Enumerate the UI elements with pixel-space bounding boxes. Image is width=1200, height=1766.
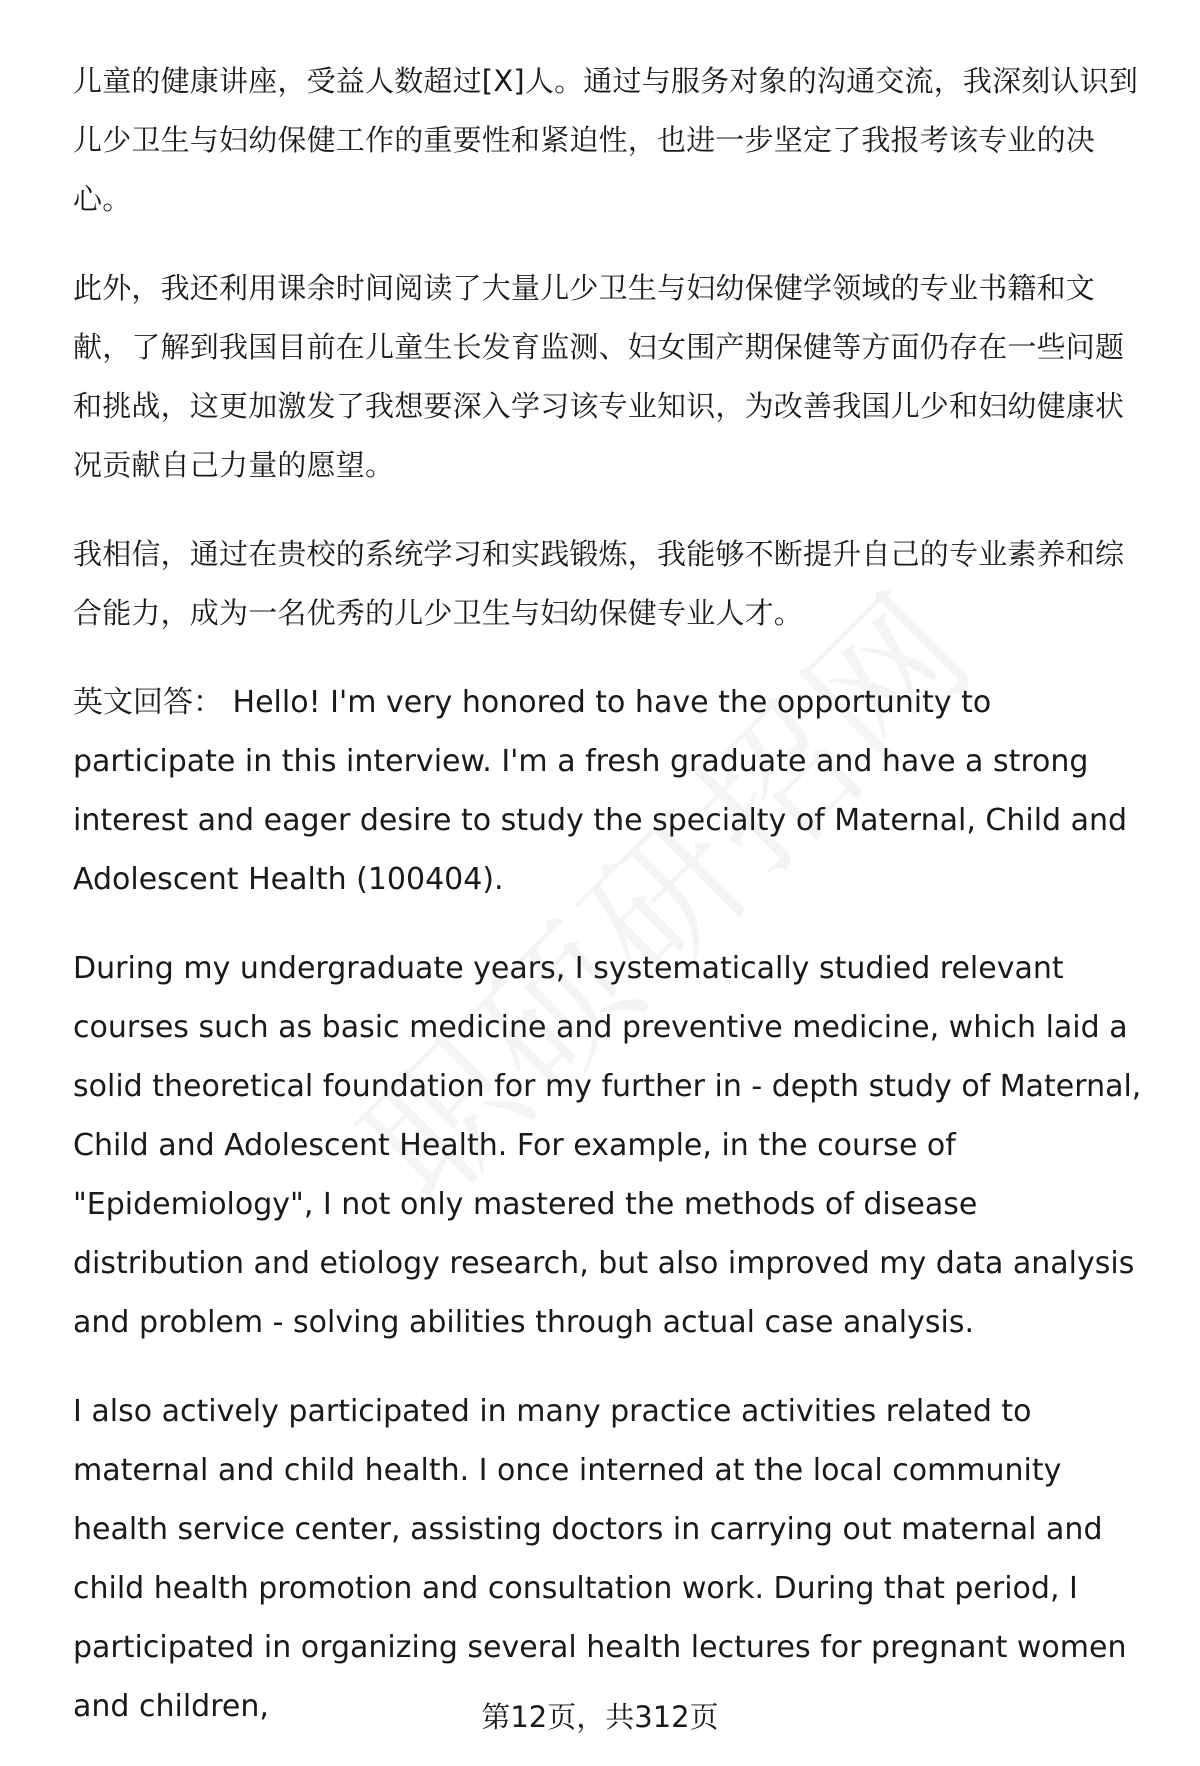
paragraph-3: 我相信，通过在贵校的系统学习和实践锻炼，我能够不断提升自己的专业素养和综合能力，成为一名优秀的儿少卫生与妇幼保健专业人才。 xyxy=(73,537,1125,630)
paragraph-4: 英文回答： Hello! I'm very honored to have the opportunity to participate in this interview. I'm a fresh graduate and have a strong interest and eager desire to study the specialty of Maternal, Child and Adolescent Health (100404). xyxy=(73,685,1128,897)
paragraph-1: 儿童的健康讲座，受益人数超过[X]人。通过与服务对象的沟通交流，我深刻认识到儿少卫生与妇幼保健工作的重要性和紧迫性，也进一步坚定了我报考该专业的决心。 xyxy=(73,64,1139,216)
paragraph-5: During my undergraduate years, I systematically studied relevant courses such as basic medicine and preventive medicine, which laid a solid theoretical foundation for my further in - depth study of Maternal, Child and Adolescent Health. For example, in the course of "Epidemiology", I not only mastered the methods of disease distribution and etiology research, but also improved my data analysis and problem - solving abilities through actual case analysis. xyxy=(73,951,1142,1340)
paragraph-2: 此外，我还利用课余时间阅读了大量儿少卫生与妇幼保健学领域的专业书籍和文献，了解到我国目前在儿童生长发育监测、妇女围产期保健等方面仍存在一些问题和挑战，这更加激发了我想要深入学习该专业知识，为改善我国儿少和妇幼健康状况贡献自己力量的愿望。 xyxy=(73,271,1125,482)
paragraph-6: I also actively participated in many practice activities related to maternal and child health. I once interned at the local community health service center, assisting doctors in carrying out maternal and child health promotion and consultation work. During that period, I participated in organizing several health lectures for pregnant women and children, xyxy=(73,1394,1127,1724)
page-number-footer: 第12页，共312页 xyxy=(481,1700,719,1734)
document-body xyxy=(73,52,1153,1766)
